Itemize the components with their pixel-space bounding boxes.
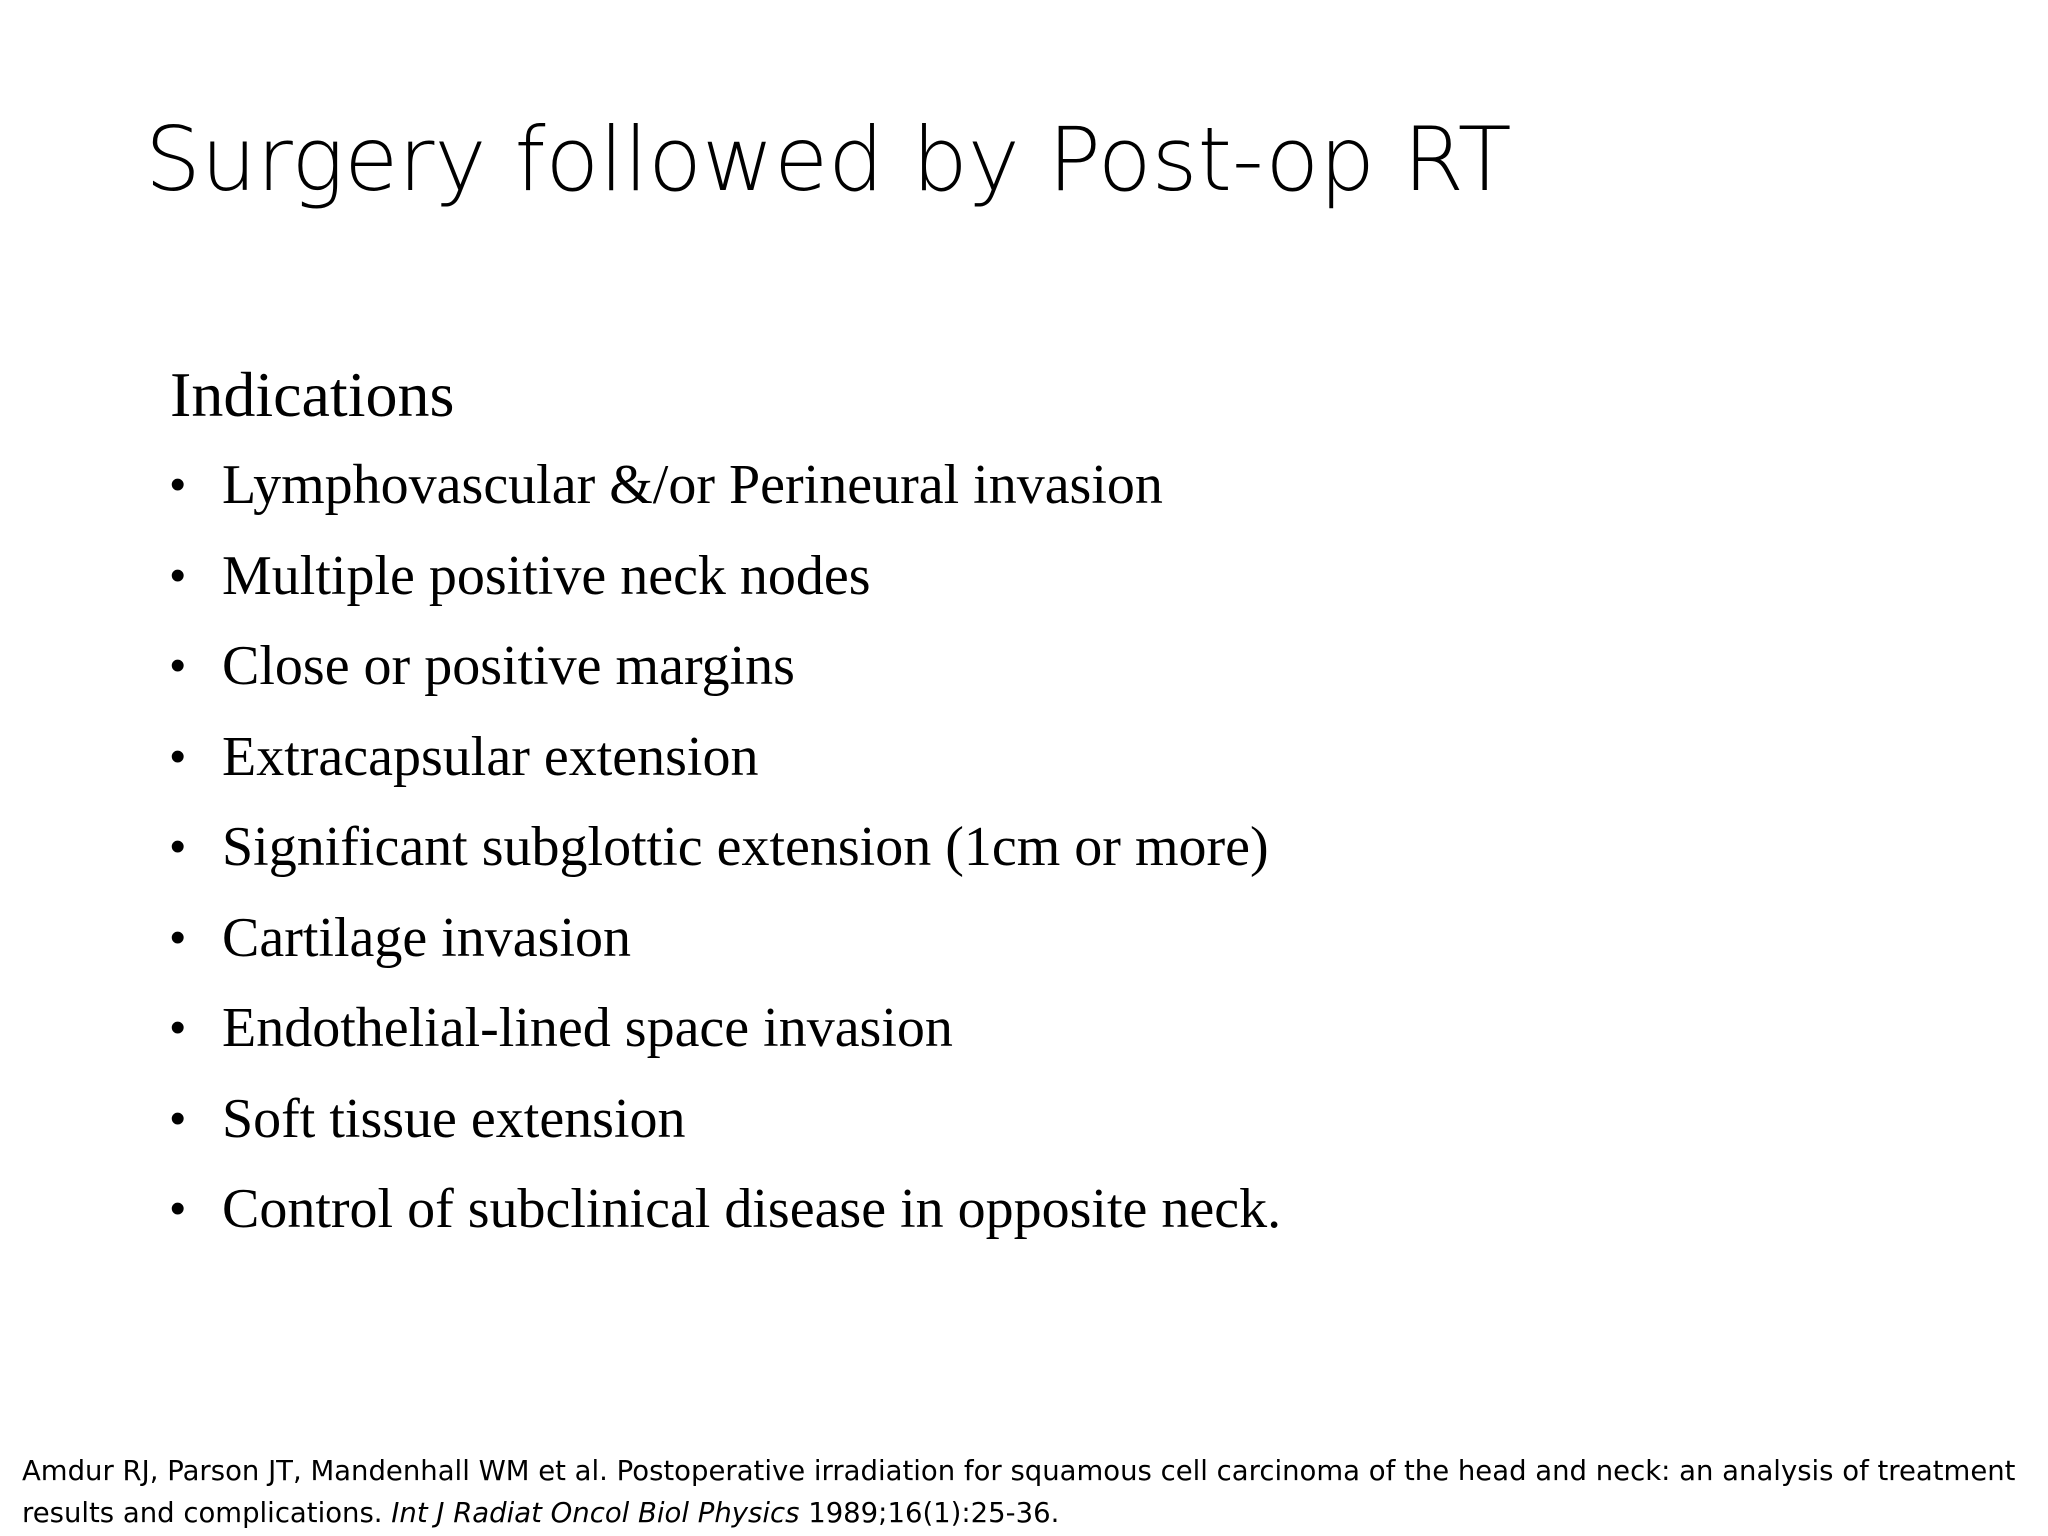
citation: [22, 1450, 2042, 1534]
citation-prefix: results and complications.: [22, 1497, 392, 1529]
list-item: [170, 983, 1870, 1074]
list-item: [170, 440, 1870, 531]
bullet-icon: •: [170, 641, 186, 690]
list-item-text: Significant subglottic extension (1cm or more): [222, 816, 1269, 878]
citation-line-2: [22, 1492, 2042, 1534]
slide-content: [170, 352, 1870, 1255]
bullet-icon: •: [170, 1003, 186, 1052]
list-item: [170, 1074, 1870, 1165]
bullet-icon: •: [170, 550, 186, 600]
citation-line-1: Amdur RJ, Parson JT, Mandenhall WM et al. Postoperative irradiation for squamous cell carcinoma of the head and neck: an analysis of treatment: [22, 1455, 2016, 1487]
list-item: [170, 802, 1870, 893]
list-item: [170, 893, 1870, 984]
list-item-text: Endothelial-lined space invasion: [222, 997, 953, 1059]
bullet-icon: •: [170, 912, 186, 962]
list-item: [170, 531, 1870, 622]
list-item-text: Close or positive margins: [222, 635, 795, 697]
bullet-icon: •: [170, 460, 186, 509]
indications-list: [170, 440, 1870, 1255]
bullet-icon: •: [170, 1184, 186, 1233]
list-item-text: Lymphovascular &/or Perineural invasion: [222, 454, 1163, 516]
list-item: [170, 621, 1870, 712]
section-heading: Indications: [170, 359, 455, 430]
list-item-text: Multiple positive neck nodes: [222, 544, 871, 607]
citation-suffix: 1989;16(1):25-36.: [799, 1497, 1060, 1529]
bullet-icon: •: [170, 731, 186, 781]
citation-journal: Int J Radiat Oncol Biol Physics: [391, 1497, 800, 1529]
list-item-text: Cartilage invasion: [222, 906, 632, 969]
list-item: [170, 1164, 1870, 1255]
bullet-icon: •: [170, 822, 186, 871]
bullet-icon: •: [170, 1093, 186, 1143]
list-item: [170, 712, 1870, 803]
list-item-text: Control of subclinical disease in opposite neck.: [222, 1178, 1282, 1240]
slide-title: Surgery followed by Post-op RT: [145, 108, 1512, 211]
list-item-text: Extracapsular extension: [222, 725, 759, 788]
list-item-text: Soft tissue extension: [222, 1087, 686, 1150]
